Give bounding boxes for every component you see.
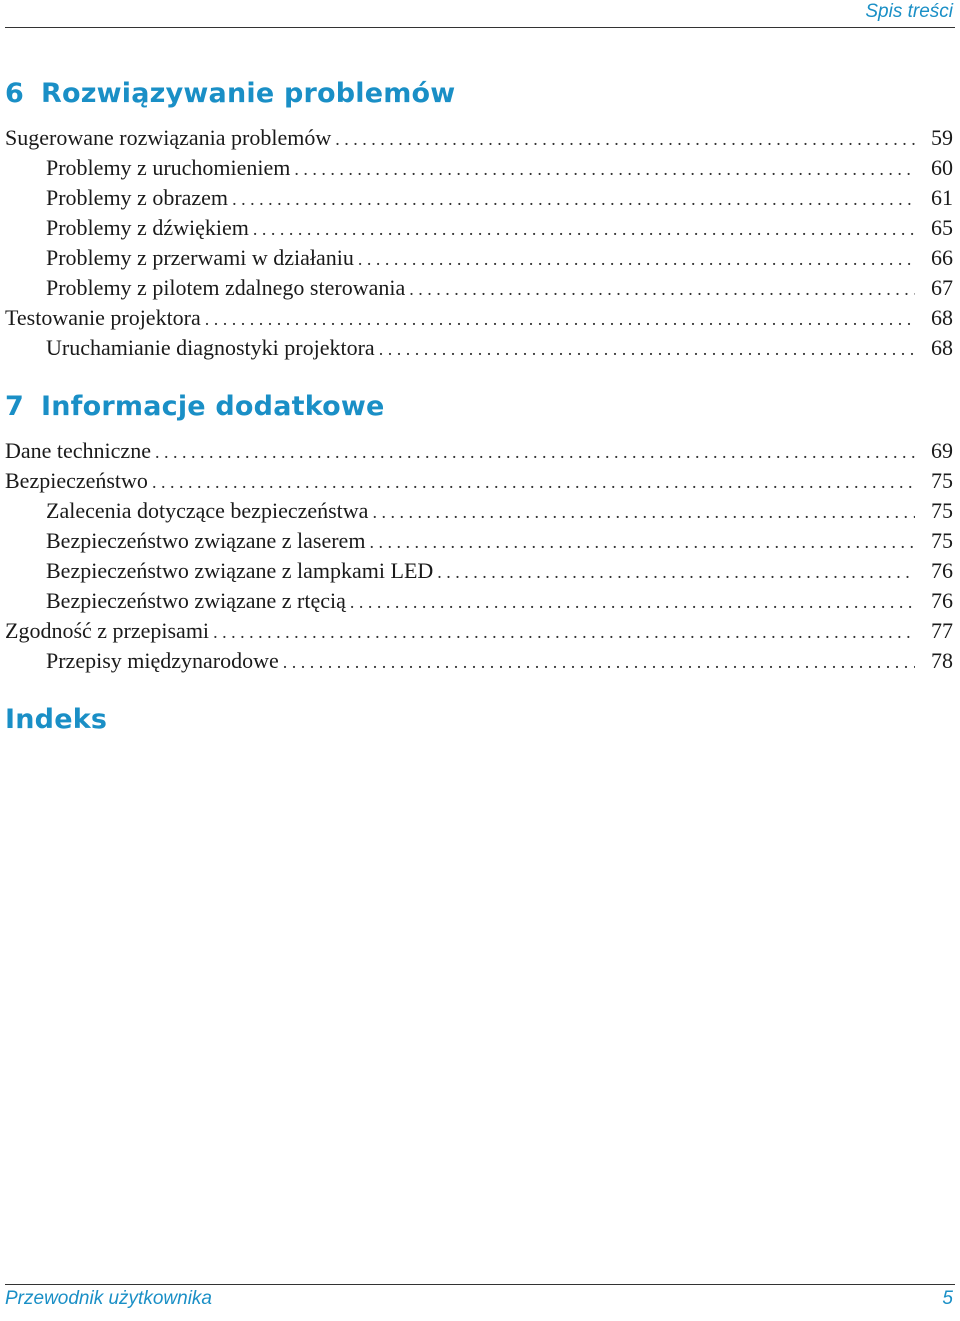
dot-leader bbox=[253, 214, 915, 244]
toc-entry[interactable] bbox=[5, 333, 953, 363]
table-of-contents bbox=[5, 70, 953, 764]
dot-leader bbox=[283, 647, 915, 677]
footer-page-number: 5 bbox=[942, 1288, 953, 1309]
toc-entry-page: 66 bbox=[931, 245, 953, 270]
toc-entry[interactable] bbox=[5, 526, 953, 556]
toc-entry-title: Problemy z przerwami w działaniu bbox=[46, 245, 354, 270]
dot-leader bbox=[213, 617, 915, 647]
toc-entry[interactable] bbox=[5, 213, 953, 243]
toc-entry-title: Problemy z pilotem zdalnego sterowania bbox=[46, 275, 406, 300]
toc-entry[interactable] bbox=[5, 436, 953, 466]
chapter-number: 6 bbox=[5, 78, 24, 109]
dot-leader bbox=[155, 437, 915, 467]
dot-leader bbox=[232, 184, 915, 214]
header-section-label: Spis treści bbox=[865, 1, 953, 22]
toc-entry-title: Sugerowane rozwiązania problemów bbox=[5, 125, 332, 150]
toc-entry[interactable] bbox=[5, 243, 953, 273]
chapter-title: Rozwiązywanie problemów bbox=[41, 78, 456, 109]
toc-entry-page: 69 bbox=[931, 438, 953, 463]
toc-entry[interactable] bbox=[5, 646, 953, 676]
dot-leader bbox=[152, 467, 915, 497]
toc-entry[interactable] bbox=[5, 616, 953, 646]
toc-entry[interactable] bbox=[5, 183, 953, 213]
toc-entry[interactable] bbox=[5, 303, 953, 333]
footer-rule bbox=[5, 1284, 955, 1285]
chapter-block bbox=[5, 696, 953, 744]
toc-entry[interactable] bbox=[5, 556, 953, 586]
dot-leader bbox=[372, 497, 915, 527]
chapter-block bbox=[5, 383, 953, 676]
toc-entry-page: 65 bbox=[931, 215, 953, 240]
toc-entry-title: Bezpieczeństwo związane z laserem bbox=[46, 528, 366, 553]
dot-leader bbox=[379, 334, 915, 364]
toc-entry-page: 59 bbox=[931, 125, 953, 150]
toc-entry[interactable] bbox=[5, 123, 953, 153]
header-rule bbox=[5, 27, 955, 28]
toc-entry-title: Problemy z obrazem bbox=[46, 185, 229, 210]
toc-entry-page: 60 bbox=[931, 155, 953, 180]
toc-entry-page: 75 bbox=[931, 528, 953, 553]
dot-leader bbox=[294, 154, 915, 184]
toc-entry-title: Zgodność z przepisami bbox=[5, 618, 210, 643]
toc-entry-title: Problemy z uruchomieniem bbox=[46, 155, 291, 180]
toc-entry-page: 76 bbox=[931, 558, 953, 583]
toc-entry-page: 75 bbox=[931, 468, 953, 493]
chapter-heading[interactable] bbox=[5, 696, 953, 744]
toc-entry-title: Testowanie projektora bbox=[5, 305, 201, 330]
chapter-title: Indeks bbox=[5, 704, 108, 735]
toc-entry[interactable] bbox=[5, 273, 953, 303]
toc-entry[interactable] bbox=[5, 466, 953, 496]
chapter-number: 7 bbox=[5, 391, 24, 422]
toc-entry-title: Uruchamianie diagnostyki projektora bbox=[46, 335, 375, 360]
dot-leader bbox=[335, 124, 915, 154]
toc-entry-page: 75 bbox=[931, 498, 953, 523]
dot-leader bbox=[409, 274, 915, 304]
footer-manual-title: Przewodnik użytkownika bbox=[5, 1288, 212, 1309]
dot-leader bbox=[358, 244, 915, 274]
dot-leader bbox=[205, 304, 915, 334]
dot-leader bbox=[350, 587, 915, 617]
toc-entry-page: 67 bbox=[931, 275, 953, 300]
dot-leader bbox=[437, 557, 915, 587]
chapter-title: Informacje dodatkowe bbox=[41, 391, 385, 422]
toc-entry-title: Przepisy międzynarodowe bbox=[46, 648, 279, 673]
toc-entry[interactable] bbox=[5, 153, 953, 183]
toc-entry-page: 68 bbox=[931, 305, 953, 330]
toc-entry[interactable] bbox=[5, 496, 953, 526]
toc-entry-title: Bezpieczeństwo związane z rtęcią bbox=[46, 588, 346, 613]
toc-entry-title: Dane techniczne bbox=[5, 438, 151, 463]
toc-entry-page: 77 bbox=[931, 618, 953, 643]
chapter-heading[interactable] bbox=[5, 70, 953, 118]
toc-entry-title: Problemy z dźwiękiem bbox=[46, 215, 249, 240]
toc-entry-page: 76 bbox=[931, 588, 953, 613]
toc-entry-page: 68 bbox=[931, 335, 953, 360]
dot-leader bbox=[369, 527, 915, 557]
toc-entry[interactable] bbox=[5, 586, 953, 616]
chapter-block bbox=[5, 70, 953, 363]
toc-entry-title: Bezpieczeństwo bbox=[5, 468, 148, 493]
toc-entry-page: 61 bbox=[931, 185, 953, 210]
toc-entry-title: Zalecenia dotyczące bezpieczeństwa bbox=[46, 498, 369, 523]
toc-entry-page: 78 bbox=[931, 648, 953, 673]
chapter-heading[interactable] bbox=[5, 383, 953, 431]
toc-entry-title: Bezpieczeństwo związane z lampkami LED bbox=[46, 558, 434, 583]
